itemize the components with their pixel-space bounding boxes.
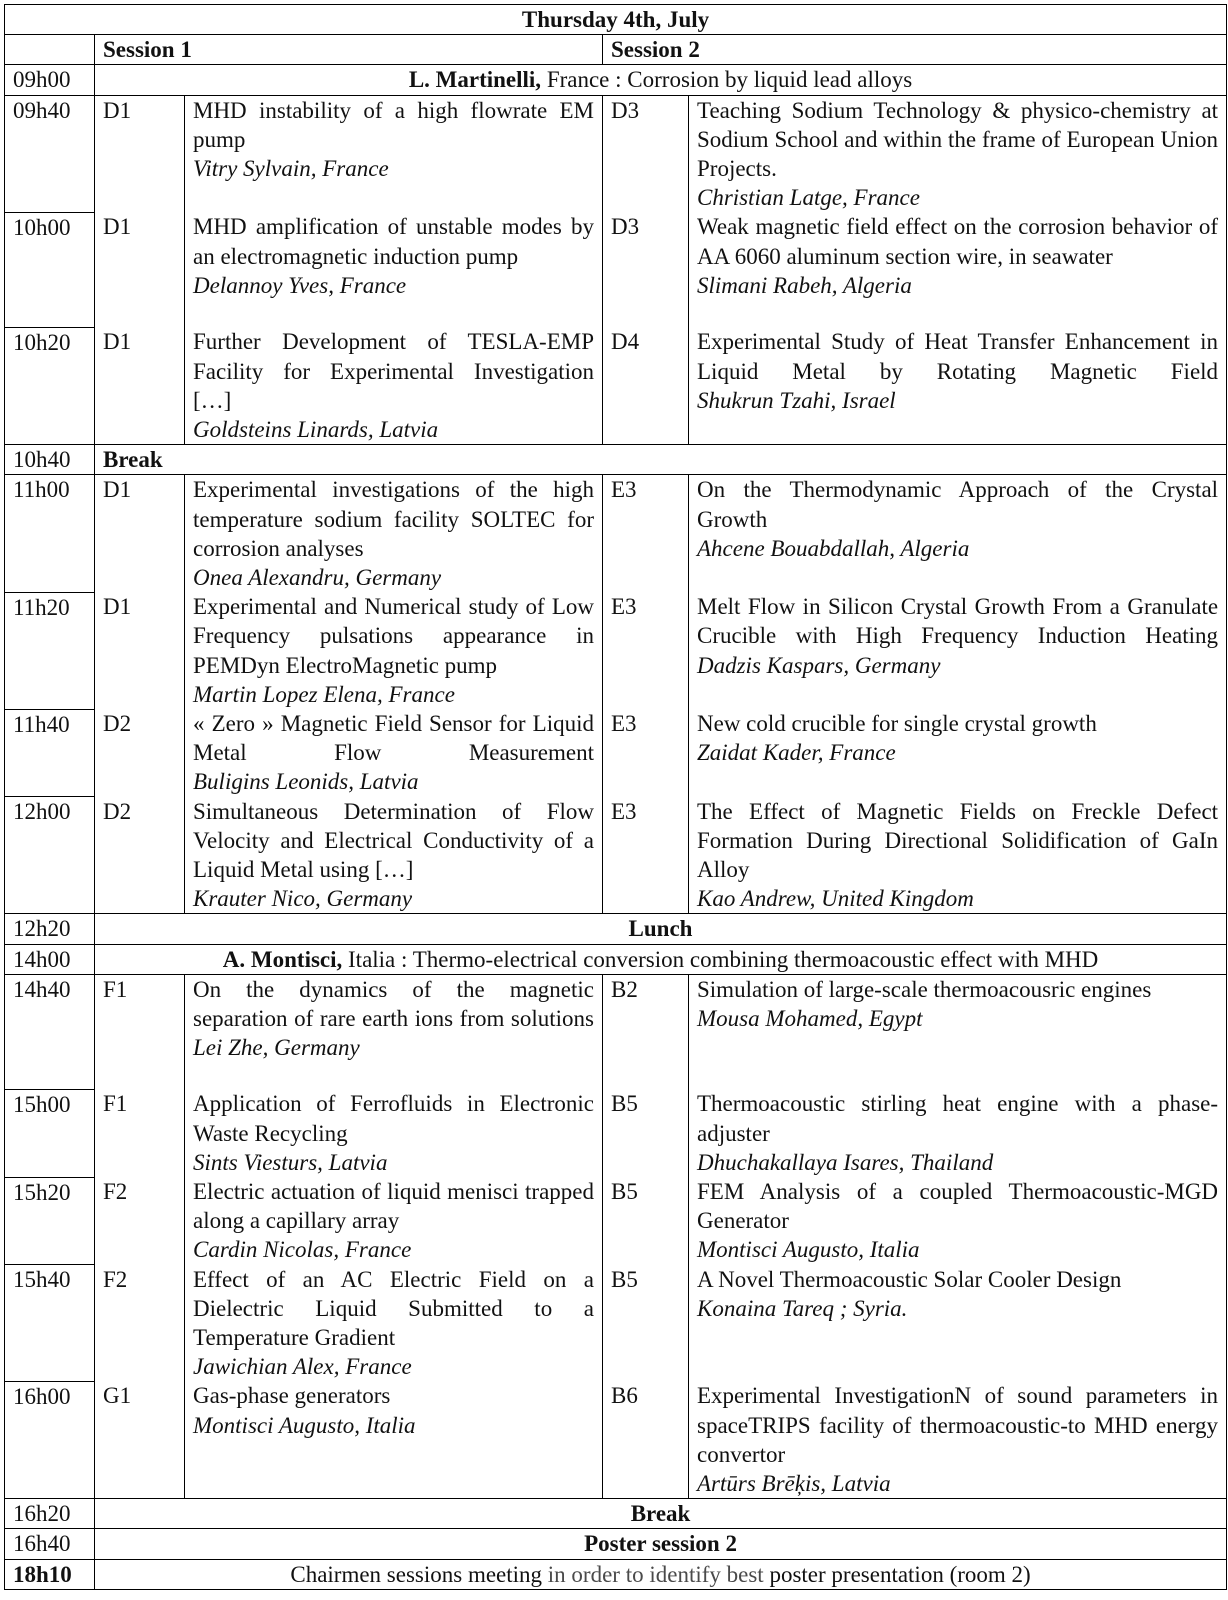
time-cell: 10h40 — [5, 445, 95, 475]
talk-author: Goldsteins Linards, Latvia — [193, 417, 439, 443]
talk-title: Weak magnetic field effect on the corrosion behavior of AA 6060 aluminum section wire, in seawater — [697, 214, 1219, 269]
session1-talk — [185, 95, 603, 212]
chairmen-text-1: Chairmen sessions meeting — [290, 1561, 548, 1587]
session1-talk — [185, 709, 603, 797]
talk-title: Experimental and Numerical study of Low Frequency pulsations appearance in PEMDyn ElectroMagnetic pump — [193, 594, 594, 678]
time-cell: 16h40 — [5, 1529, 95, 1559]
talk-author: Kao Andrew, United Kingdom — [697, 886, 974, 912]
time-cell: 14h00 — [5, 944, 95, 974]
time-cell: 12h20 — [5, 914, 95, 944]
session2-talk — [689, 1381, 1227, 1498]
plenary-speaker: A. Montisci, — [222, 946, 343, 972]
talk-row — [5, 1381, 1227, 1498]
session2-code: E3 — [603, 709, 689, 797]
talk-title: On the dynamics of the magnetic separation of rare earth ions from solutions — [193, 976, 594, 1032]
break-row — [5, 445, 1227, 475]
talk-author: Sints Viesturs, Latvia — [193, 1149, 388, 1175]
session1-talk — [185, 797, 603, 914]
time-cell: 10h00 — [5, 212, 95, 327]
talk-author: Mousa Mohamed, Egypt — [697, 1006, 923, 1032]
talk-title: Simulation of large-scale thermoacousric engines — [697, 976, 1152, 1002]
session1-talk — [185, 974, 603, 1089]
talk-author: Buligins Leonids, Latvia — [193, 769, 419, 795]
session2-talk — [689, 327, 1227, 444]
talk-row — [5, 592, 1227, 709]
session1-code: G1 — [95, 1381, 185, 1498]
session2-talk — [689, 974, 1227, 1089]
talk-title: MHD amplification of unstable modes by an electromagnetic induction pump — [193, 214, 594, 269]
session2-code: B5 — [603, 1265, 689, 1382]
time-cell: 18h10 — [5, 1559, 95, 1589]
talk-title: The Effect of Magnetic Fields on Freckle Defect Formation During Directional Solidification of GaIn Alloy — [697, 798, 1219, 883]
poster-row — [5, 1529, 1227, 1559]
plenary-cell — [95, 65, 1227, 95]
talk-author: Montisci Augusto, Italia — [697, 1237, 920, 1263]
talk-title: Experimental investigations of the high temperature sodium facility SOLTEC for corrosion analyses — [193, 477, 594, 561]
session2-talk — [689, 475, 1227, 592]
session1-code: F1 — [95, 974, 185, 1089]
chairmen-text-3: poster presentation (room 2) — [763, 1561, 1031, 1587]
schedule-table — [4, 4, 1227, 1590]
session2-code: E3 — [603, 475, 689, 592]
talk-title: Gas-phase generators — [193, 1383, 391, 1409]
time-cell: 10h20 — [5, 327, 95, 444]
session2-talk — [689, 95, 1227, 212]
time-cell: 11h00 — [5, 475, 95, 592]
session1-code: D1 — [95, 327, 185, 444]
session2-talk — [689, 1265, 1227, 1382]
session1-code: D1 — [95, 475, 185, 592]
talk-author: Martin Lopez Elena, France — [193, 681, 455, 707]
talk-title: Application of Ferrofluids in Electronic Waste Recycling — [193, 1091, 594, 1146]
talk-title: FEM Analysis of a coupled Thermoacoustic-MGD Generator — [697, 1179, 1219, 1234]
session2-code: E3 — [603, 797, 689, 914]
session1-code: D2 — [95, 797, 185, 914]
session1-talk — [185, 1177, 603, 1265]
session2-talk — [689, 592, 1227, 709]
talk-author: Krauter Nico, Germany — [193, 886, 413, 912]
break-label: Break — [95, 1499, 1227, 1529]
talk-author: Christian Latge, France — [697, 185, 920, 211]
talk-title: « Zero » Magnetic Field Sensor for Liquid Metal Flow Measurement — [193, 711, 594, 766]
session2-code: E3 — [603, 592, 689, 709]
talk-author: Cardin Nicolas, France — [193, 1237, 412, 1263]
talk-title: Further Development of TESLA-EMP Facility for Experimental Investigation […] — [193, 329, 594, 413]
time-cell: 15h40 — [5, 1265, 95, 1382]
talk-title: Thermoacoustic stirling heat engine with a phase-adjuster — [697, 1091, 1219, 1146]
talk-author: Shukrun Tzahi, Israel — [697, 387, 896, 413]
time-cell: 11h40 — [5, 709, 95, 797]
talk-author: Ahcene Bouabdallah, Algeria — [697, 535, 970, 561]
session2-label: Session 2 — [603, 35, 1227, 65]
late-morning-talks — [5, 475, 1227, 914]
session2-code: B2 — [603, 974, 689, 1089]
session1-talk — [185, 475, 603, 592]
session2-code: B6 — [603, 1381, 689, 1498]
talk-author: Jawichian Alex, France — [193, 1354, 412, 1380]
break-label: Break — [95, 445, 1227, 475]
session1-talk — [185, 592, 603, 709]
talk-row — [5, 709, 1227, 797]
talk-title: Experimental InvestigationN of sound parameters in spaceTRIPS facility of thermoacoustic-to MHD energy convertor — [697, 1383, 1219, 1467]
talk-title: Melt Flow in Silicon Crystal Growth From a Granulate Crucible with High Frequency Induction Heating — [697, 594, 1219, 649]
talk-author: Delannoy Yves, France — [193, 272, 407, 298]
talk-row — [5, 974, 1227, 1089]
time-cell: 12h00 — [5, 797, 95, 914]
time-cell: 16h00 — [5, 1381, 95, 1498]
session2-talk — [689, 709, 1227, 797]
time-cell: 15h00 — [5, 1089, 95, 1177]
talk-row — [5, 475, 1227, 592]
plenary-row — [5, 944, 1227, 974]
session1-code: D1 — [95, 95, 185, 212]
talk-author: Zaidat Kader, France — [697, 740, 896, 766]
talk-row — [5, 327, 1227, 444]
time-cell: 14h40 — [5, 974, 95, 1089]
session1-code: D2 — [95, 709, 185, 797]
talk-author: Dadzis Kaspars, Germany — [697, 652, 941, 678]
talk-title: Teaching Sodium Technology & physico-chemistry at Sodium School and within the frame of European Union Projects. — [697, 97, 1219, 182]
time-cell: 15h20 — [5, 1177, 95, 1265]
lunch-row — [5, 914, 1227, 944]
talk-title: On the Thermodynamic Approach of the Crystal Growth — [697, 477, 1219, 532]
session2-talk — [689, 1089, 1227, 1177]
talk-title: A Novel Thermoacoustic Solar Cooler Design — [697, 1266, 1122, 1292]
session2-code: D3 — [603, 212, 689, 327]
talk-author: Lei Zhe, Germany — [193, 1035, 360, 1061]
morning-talks — [5, 95, 1227, 445]
talk-row — [5, 212, 1227, 327]
day-title: Thursday 4th, July — [5, 5, 1227, 35]
talk-title: Electric actuation of liquid menisci trapped along a capillary array — [193, 1179, 594, 1234]
talk-author: Dhuchakallaya Isares, Thailand — [697, 1149, 994, 1175]
chairmen-text-2: in order to identify best — [547, 1561, 764, 1587]
talk-row — [5, 95, 1227, 212]
session1-label: Session 1 — [95, 35, 603, 65]
talk-title: Effect of an AC Electric Field on a Dielectric Liquid Submitted to a Temperature Gradient — [193, 1266, 594, 1351]
session1-code: F2 — [95, 1177, 185, 1265]
session1-talk — [185, 1089, 603, 1177]
talk-author: Montisci Augusto, Italia — [193, 1412, 416, 1438]
talk-title: Experimental Study of Heat Transfer Enhancement in Liquid Metal by Rotating Magnetic Field — [697, 329, 1219, 384]
plenary-topic: Italia : Thermo-electrical conversion combining thermoacoustic effect with MHD — [342, 946, 1099, 972]
talk-author: Artūrs Brēķis, Latvia — [697, 1471, 891, 1497]
session1-talk — [185, 1265, 603, 1382]
session1-talk — [185, 212, 603, 327]
day-header-row — [5, 5, 1227, 35]
talk-author: Konaina Tareq ; Syria. — [697, 1295, 908, 1321]
session1-talk — [185, 327, 603, 444]
talk-author: Vitry Sylvain, France — [193, 156, 389, 182]
session1-code: F2 — [95, 1265, 185, 1382]
talk-title: Simultaneous Determination of Flow Velocity and Electrical Conductivity of a Liquid Metal using […] — [193, 798, 594, 883]
session1-code: D1 — [95, 212, 185, 327]
session2-code: D4 — [603, 327, 689, 444]
talk-author: Onea Alexandru, Germany — [193, 565, 442, 591]
talk-title: New cold crucible for single crystal growth — [697, 711, 1097, 737]
time-cell: 09h00 — [5, 65, 95, 95]
session2-talk — [689, 797, 1227, 914]
break-row — [5, 1499, 1227, 1529]
plenary-row — [5, 65, 1227, 95]
poster-label: Poster session 2 — [95, 1529, 1227, 1559]
talk-row — [5, 1089, 1227, 1177]
session2-code: D3 — [603, 95, 689, 212]
chairmen-row — [5, 1559, 1227, 1589]
talk-row — [5, 1265, 1227, 1382]
session2-code: B5 — [603, 1177, 689, 1265]
time-cell: 11h20 — [5, 592, 95, 709]
plenary-speaker: L. Martinelli, — [408, 67, 542, 93]
time-header-cell — [5, 35, 95, 65]
time-cell: 09h40 — [5, 95, 95, 212]
talk-row — [5, 797, 1227, 914]
session1-talk — [185, 1381, 603, 1498]
session2-code: B5 — [603, 1089, 689, 1177]
lunch-label: Lunch — [95, 914, 1227, 944]
plenary-cell — [95, 944, 1227, 974]
session2-talk — [689, 1177, 1227, 1265]
session1-code: D1 — [95, 592, 185, 709]
session1-code: F1 — [95, 1089, 185, 1177]
talk-author: Slimani Rabeh, Algeria — [697, 272, 912, 298]
session2-talk — [689, 212, 1227, 327]
time-cell: 16h20 — [5, 1499, 95, 1529]
talk-row — [5, 1177, 1227, 1265]
talk-title: MHD instability of a high flowrate EM pump — [193, 97, 594, 152]
session-header-row — [5, 35, 1227, 65]
plenary-topic: France : Corrosion by liquid lead alloys — [541, 67, 913, 93]
afternoon-talks — [5, 974, 1227, 1498]
chairmen-cell — [95, 1559, 1227, 1589]
